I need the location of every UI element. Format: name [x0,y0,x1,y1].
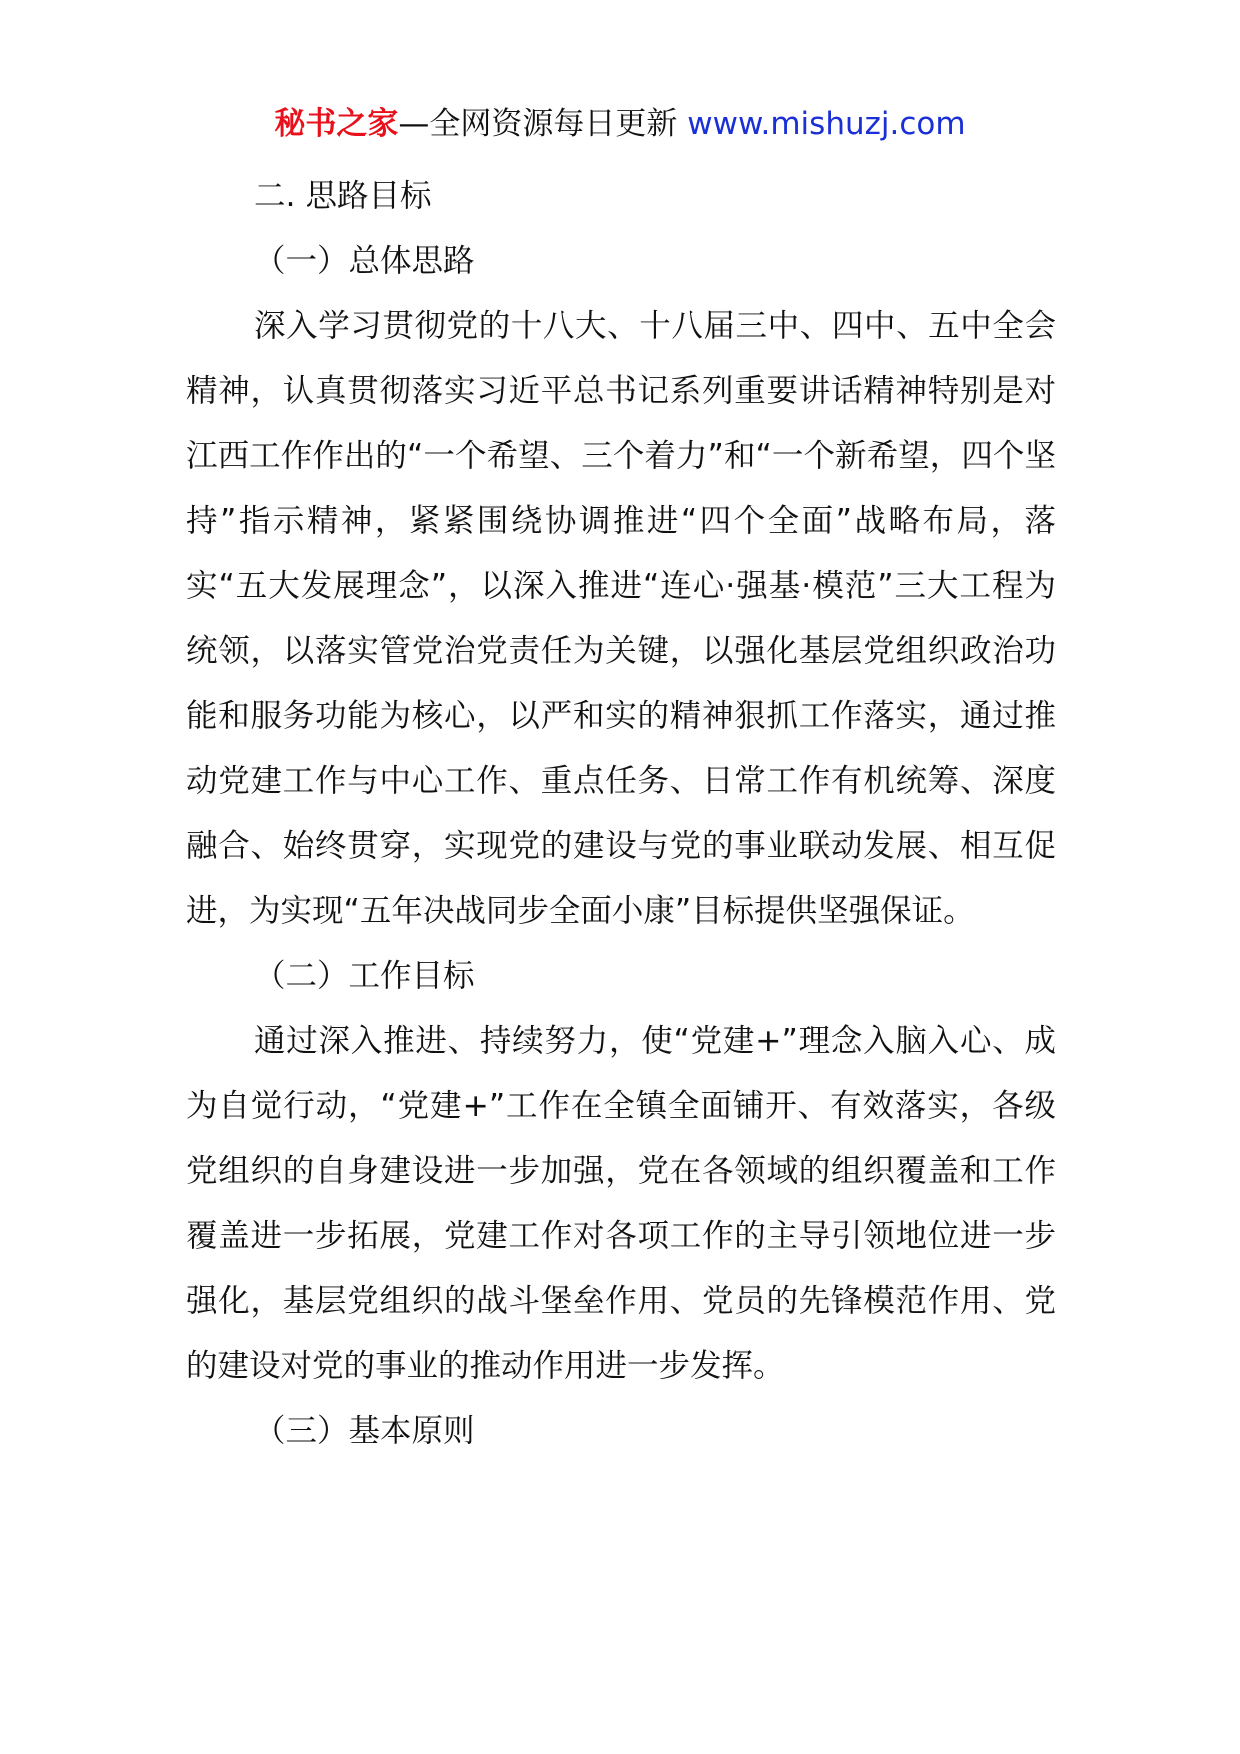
document-body [186,164,1056,1464]
subsection-title-overall-approach: （一）总体思路 [254,243,475,279]
subsection-title-basic-principles: （三）基本原则 [254,1413,475,1449]
paragraph-overall-approach: 深入学习贯彻党的十八大、十八届三中、四中、五中全会精神，认真贯彻落实习近平总书记系列重要讲话精神特别是对江西工作作出的“一个希望、三个着力”和“一个新希望，四个坚持”指示精神，紧紧围绕协调推进“四个全面”战略布局，落实“五大发展理念”，以深入推进“连心·强基·模范”三大工程为统领，以落实管党治党责任为关键，以强化基层党组织政治功能和服务功能为核心，以严和实的精神狠抓工作落实，通过推动党建工作与中心工作、重点任务、日常工作有机统筹、深度融合、始终贯穿，实现党的建设与党的事业联动发展、相互促进，为实现“五年决战同步全面小康”目标提供坚强保证。 [186,308,1056,929]
site-url-link[interactable]: www.mishuzj.com [687,106,966,142]
subsection-title-work-goals: （二）工作目标 [254,958,475,994]
paragraph-work-goals: 通过深入推进、持续努力，使“党建+”理念入脑入心、成为自觉行动，“党建+”工作在全镇全面铺开、有效落实，各级党组织的自身建设进一步加强，党在各领域的组织覆盖和工作覆盖进一步拓展，党建工作对各项工作的主导引领地位进一步强化，基层党组织的战斗堡垒作用、党员的先锋模范作用、党的建设对党的事业的推动作用进一步发挥。 [186,1023,1056,1384]
section-title: 二. 思路目标 [254,178,432,214]
header-tagline: —全网资源每日更新 [398,106,688,142]
site-header [0,100,1240,148]
brand-name: 秘书之家 [274,106,399,142]
